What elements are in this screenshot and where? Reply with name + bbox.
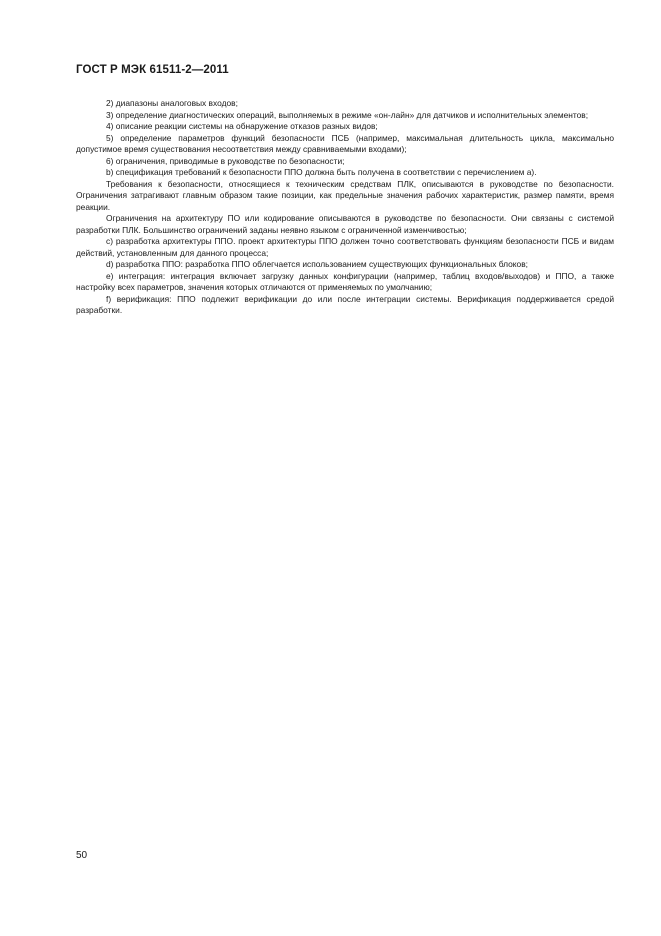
list-item: d) разработка ППО: разработка ППО облегчается использованием существующих функциональных блоков;	[106, 259, 528, 269]
page-header: ГОСТ Р МЭК 61511-2—2011	[76, 64, 229, 76]
list-item: c) разработка архитектуры ППО. проект архитектуры ППО должен точно соответствовать функциям безопасности ПСБ и видам действий, установленным для данного процесса;	[76, 236, 614, 258]
list-item: e) интеграция: интеграция включает загрузку данных конфигурации (например, таблиц входов/выходов) и ППО, а также настройку всех параметров, значения которых отличаются от применяемых по умолчанию;	[76, 270, 614, 292]
page-number: 50	[76, 850, 88, 861]
paragraph: Ограничения на архитектуру ПО или кодирование описываются в руководстве по безопасности. Они связаны с системой разработки ПЛК. Большинство ограничений заданы неявно языком с ограниченной изменчивостью;	[76, 213, 614, 235]
list-item: 4) описание реакции системы на обнаружение отказов разных видов;	[106, 121, 378, 131]
paragraph: Требования к безопасности, относящиеся к техническим средствам ПЛК, описываются в руководстве по безопасности. Ограничения затрагивают главным образом такие позиции, как предельные значения рабочих характеристик, размер памяти, время реакции.	[76, 178, 614, 212]
body-text	[76, 98, 614, 317]
list-item: f) верификация: ППО подлежит верификации до или после интеграции системы. Верификация поддерживается средой разработки.	[76, 293, 614, 315]
list-item: 2) диапазоны аналоговых входов;	[106, 98, 238, 108]
list-item: 6) ограничения, приводимые в руководстве по безопасности;	[106, 155, 345, 166]
list-item: 5) определение параметров функций безопасности ПСБ (например, максимальная длительность цикла, максимально допустимое время существования несоответствия между сравниваемыми входами);	[76, 132, 614, 154]
list-item: b) спецификация требований к безопасности ППО должна быть получена в соответствии с перечислением а).	[106, 167, 537, 177]
list-item: 3) определение диагностических операций, выполняемых в режиме «он-лайн» для датчиков и исполнительных элементов;	[106, 109, 589, 120]
